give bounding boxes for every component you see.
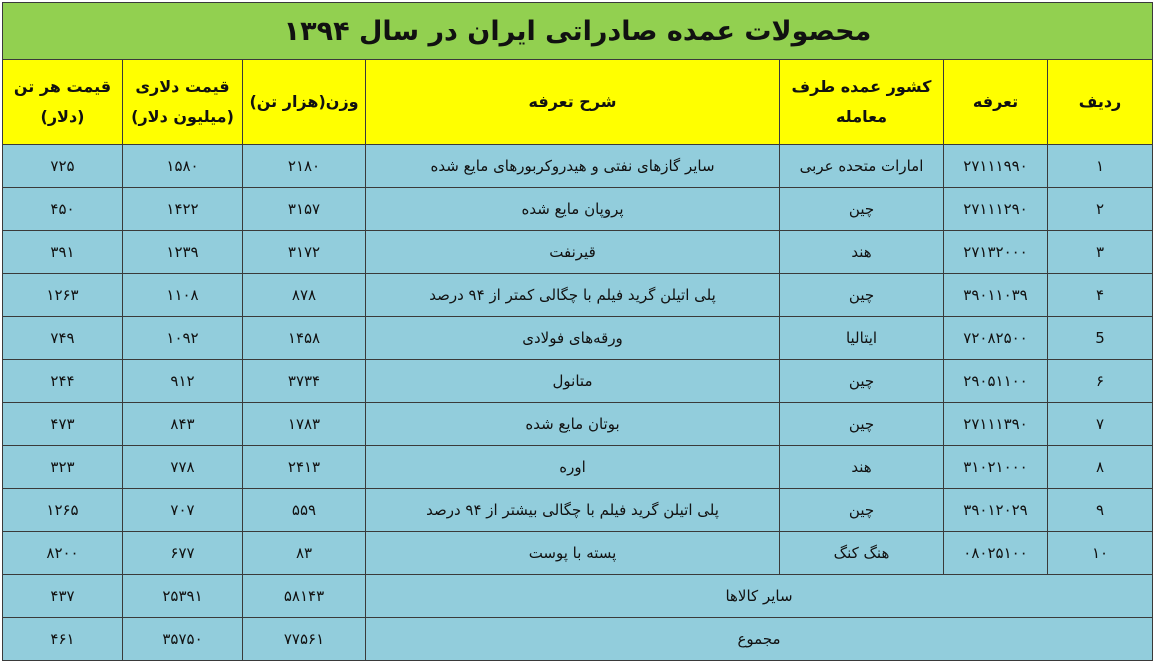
cell-description: پسته با پوست	[366, 532, 780, 575]
cell-country: چین	[780, 274, 944, 317]
cell-row-no: ۴	[1048, 274, 1153, 317]
cell-unit-price: ۸۲۰۰	[3, 532, 123, 575]
header-unit-price-line1: قیمت هر تن	[13, 77, 112, 96]
cell-tariff: ۰۸۰۲۵۱۰۰	[944, 532, 1048, 575]
cell-value: ۱۵۸۰	[123, 145, 243, 188]
header-tariff: تعرفه	[944, 60, 1048, 145]
cell-value: ۱۴۲۲	[123, 188, 243, 231]
cell-unit-price: ۷۲۵	[3, 145, 123, 188]
cell-tariff: ۲۷۱۳۲۰۰۰	[944, 231, 1048, 274]
table-body	[3, 145, 1153, 575]
exports-table-container	[2, 2, 1152, 665]
header-description: شرح تعرفه	[366, 60, 780, 145]
cell-unit-price: ۱۲۶۳	[3, 274, 123, 317]
header-unit-price-line2: (دلار)	[40, 107, 85, 126]
cell-country: هند	[780, 231, 944, 274]
cell-unit-price: ۷۴۹	[3, 317, 123, 360]
cell-unit-price: ۴۷۳	[3, 403, 123, 446]
cell-value: ۱۰۹۲	[123, 317, 243, 360]
cell-description: متانول	[366, 360, 780, 403]
cell-unit-price: ۱۲۶۵	[3, 489, 123, 532]
cell-row-no: 5	[1048, 317, 1153, 360]
cell-weight: ۳۱۵۷	[243, 188, 366, 231]
cell-tariff: ۳۹۰۱۲۰۲۹	[944, 489, 1048, 532]
table-row	[3, 274, 1153, 317]
other-goods-row	[3, 575, 1153, 618]
table-row	[3, 532, 1153, 575]
cell-row-no: ۶	[1048, 360, 1153, 403]
table-row	[3, 489, 1153, 532]
cell-tariff: ۲۷۱۱۱۲۹۰	[944, 188, 1048, 231]
cell-tariff: ۷۲۰۸۲۵۰۰	[944, 317, 1048, 360]
cell-country: چین	[780, 489, 944, 532]
total-weight: ۷۷۵۶۱	[243, 618, 366, 661]
cell-unit-price: ۲۴۴	[3, 360, 123, 403]
header-value	[123, 60, 243, 145]
cell-row-no: ۸	[1048, 446, 1153, 489]
cell-description: پلی اتیلن گرید فیلم با چگالی کمتر از ۹۴ درصد	[366, 274, 780, 317]
cell-value: ۶۷۷	[123, 532, 243, 575]
total-row	[3, 618, 1153, 661]
cell-weight: ۸۳	[243, 532, 366, 575]
cell-weight: ۸۷۸	[243, 274, 366, 317]
cell-value: ۸۴۳	[123, 403, 243, 446]
cell-value: ۷۷۸	[123, 446, 243, 489]
header-country-line2: معامله	[835, 107, 888, 126]
other-goods-value: ۲۵۳۹۱	[123, 575, 243, 618]
cell-value: ۱۱۰۸	[123, 274, 243, 317]
cell-country: چین	[780, 188, 944, 231]
cell-country: ایتالیا	[780, 317, 944, 360]
cell-value: ۱۲۳۹	[123, 231, 243, 274]
cell-tariff: ۲۹۰۵۱۱۰۰	[944, 360, 1048, 403]
cell-row-no: ۷	[1048, 403, 1153, 446]
other-goods-weight: ۵۸۱۴۳	[243, 575, 366, 618]
exports-table	[2, 2, 1153, 661]
cell-weight: ۵۵۹	[243, 489, 366, 532]
cell-description: سایر گازهای نفتی و هیدروکربورهای مایع شده	[366, 145, 780, 188]
header-country	[780, 60, 944, 145]
header-row-no: ردیف	[1048, 60, 1153, 145]
total-unit-price: ۴۶۱	[3, 618, 123, 661]
table-row	[3, 145, 1153, 188]
table-row	[3, 231, 1153, 274]
table-row	[3, 360, 1153, 403]
cell-tariff: ۳۹۰۱۱۰۳۹	[944, 274, 1048, 317]
cell-unit-price: ۳۹۱	[3, 231, 123, 274]
cell-weight: ۲۴۱۳	[243, 446, 366, 489]
other-goods-unit-price: ۴۳۷	[3, 575, 123, 618]
total-value: ۳۵۷۵۰	[123, 618, 243, 661]
cell-country: چین	[780, 403, 944, 446]
cell-description: پلی اتیلن گرید فیلم با چگالی بیشتر از ۹۴ درصد	[366, 489, 780, 532]
cell-country: هند	[780, 446, 944, 489]
cell-country: چین	[780, 360, 944, 403]
header-value-line1: قیمت دلاری	[135, 77, 230, 96]
table-title: محصولات عمده صادراتی ایران در سال ۱۳۹۴	[3, 3, 1153, 60]
table-row	[3, 188, 1153, 231]
other-goods-label: سایر کالاها	[366, 575, 1153, 618]
table-row	[3, 403, 1153, 446]
cell-description: ورقه‌های فولادی	[366, 317, 780, 360]
table-row	[3, 446, 1153, 489]
cell-row-no: ۹	[1048, 489, 1153, 532]
cell-value: ۹۱۲	[123, 360, 243, 403]
cell-tariff: ۲۷۱۱۱۹۹۰	[944, 145, 1048, 188]
cell-weight: ۱۷۸۳	[243, 403, 366, 446]
cell-weight: ۱۴۵۸	[243, 317, 366, 360]
header-row	[3, 60, 1153, 145]
total-label: مجموع	[366, 618, 1153, 661]
cell-country: هنگ کنگ	[780, 532, 944, 575]
cell-unit-price: ۳۲۳	[3, 446, 123, 489]
cell-description: پروپان مایع شده	[366, 188, 780, 231]
cell-description: بوتان مایع شده	[366, 403, 780, 446]
cell-tariff: ۳۱۰۲۱۰۰۰	[944, 446, 1048, 489]
header-country-line1: کشور عمده طرف	[791, 77, 932, 96]
cell-description: اوره	[366, 446, 780, 489]
header-value-line2: (میلیون دلار)	[131, 107, 234, 126]
header-unit-price	[3, 60, 123, 145]
header-weight: وزن(هزار تن)	[243, 60, 366, 145]
cell-weight: ۲۱۸۰	[243, 145, 366, 188]
cell-row-no: ۱۰	[1048, 532, 1153, 575]
cell-tariff: ۲۷۱۱۱۳۹۰	[944, 403, 1048, 446]
cell-weight: ۳۱۷۲	[243, 231, 366, 274]
cell-description: قیرنفت	[366, 231, 780, 274]
cell-row-no: ۱	[1048, 145, 1153, 188]
cell-value: ۷۰۷	[123, 489, 243, 532]
cell-unit-price: ۴۵۰	[3, 188, 123, 231]
table-row	[3, 317, 1153, 360]
cell-weight: ۳۷۳۴	[243, 360, 366, 403]
cell-country: امارات متحده عربی	[780, 145, 944, 188]
cell-row-no: ۲	[1048, 188, 1153, 231]
cell-row-no: ۳	[1048, 231, 1153, 274]
